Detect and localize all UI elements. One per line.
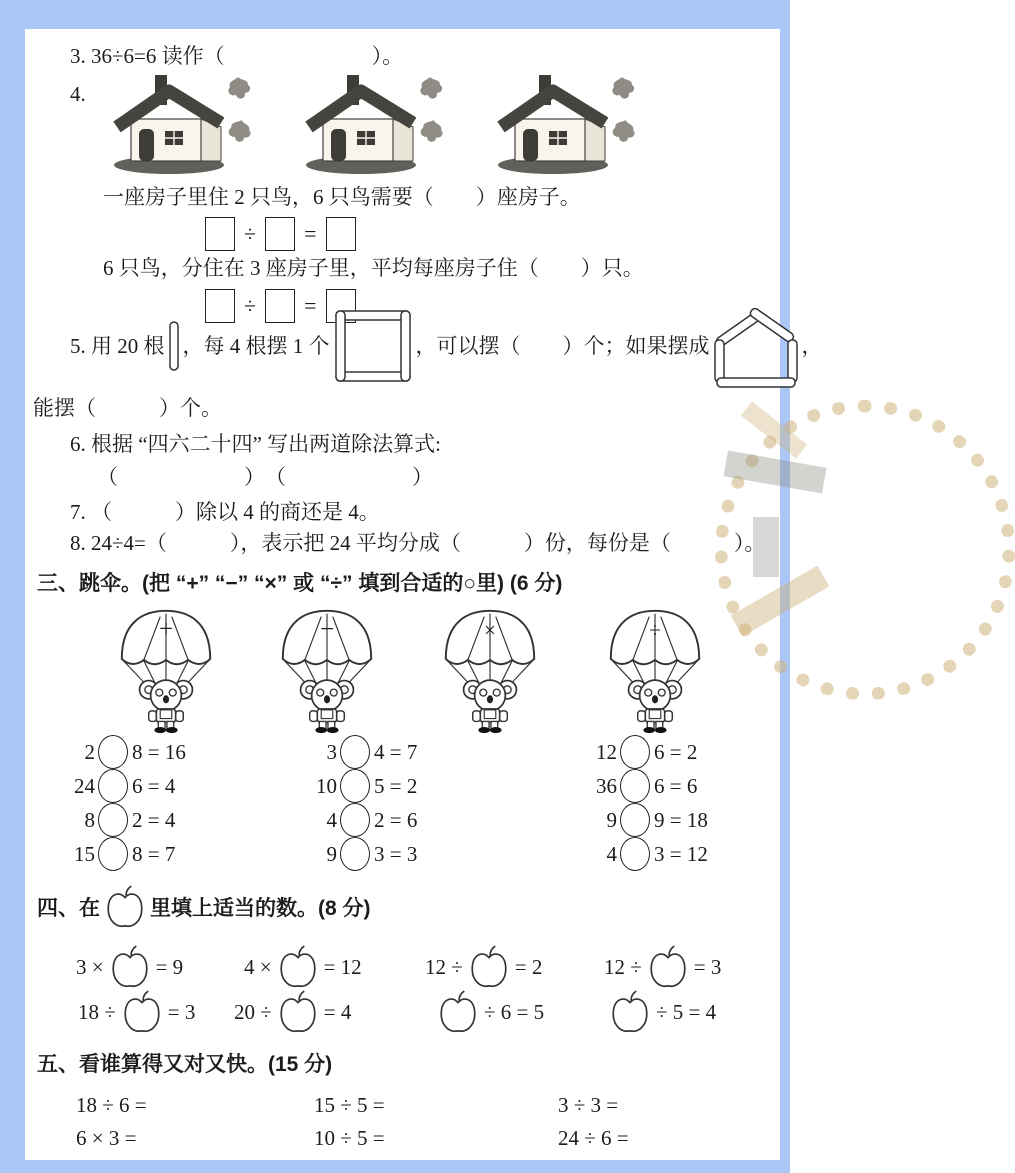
question-7: 7. （ ）除以 4 的商还是 4。 (70, 500, 380, 524)
question-6: 6. 根据 “四六二十四” 写出两道除法算式: (70, 432, 441, 456)
parachute-koala-icon (277, 605, 377, 734)
equation (293, 837, 417, 871)
answer-box[interactable] (205, 217, 235, 251)
house-illustration (487, 69, 639, 179)
answer-circle[interactable] (340, 837, 370, 871)
section-4-heading-pre: 四、在 (37, 897, 100, 920)
question-5-line2: 能摆（ ）个。 (33, 396, 222, 420)
equation (51, 735, 186, 769)
answer-box[interactable] (326, 217, 356, 251)
answer-circle[interactable] (340, 735, 370, 769)
worksheet-page (25, 29, 823, 1160)
equation-rest: 8 = 7 (132, 841, 176, 866)
house-illustration (103, 69, 255, 179)
question-8: 8. 24÷4=（ ），表示把 24 平均分成（ ）份，每份是（ ）。 (70, 531, 766, 555)
answer-circle[interactable] (620, 803, 650, 837)
calc-item: 3 ÷ 3 = (558, 1093, 619, 1117)
equation (573, 769, 708, 803)
answer-box[interactable] (265, 217, 295, 251)
operand: 4 (606, 841, 617, 866)
equation-column-3 (573, 735, 708, 871)
apple-blank[interactable] (279, 945, 317, 989)
question-5-part2: ，每 4 根摆 1 个 (182, 333, 330, 358)
equation (573, 837, 708, 871)
apple-blank[interactable] (279, 990, 317, 1034)
equation-rest: 2 = 4 (132, 807, 176, 832)
leaf-icon (611, 118, 638, 145)
house-icon (498, 75, 608, 174)
calc-item: 18 ÷ 6 = (76, 1093, 147, 1117)
apple-equation (604, 945, 721, 989)
answer-circle[interactable] (98, 803, 128, 837)
operand: 4 (326, 807, 337, 832)
equation (51, 803, 186, 837)
question-4-statement-1: 一座房子里住 2 只鸟，6 只鸟需要（ ）座房子。 (103, 185, 581, 209)
answer-circle[interactable] (620, 735, 650, 769)
calc-item: 15 ÷ 5 = (314, 1093, 385, 1117)
leaf-icon (419, 118, 446, 145)
operand: 9 (326, 841, 337, 866)
equation-rest: 3 = 3 (374, 841, 418, 866)
operand: 36 (596, 773, 617, 798)
equation-pre: 4 × (244, 954, 272, 979)
equals-sign: = (304, 293, 317, 318)
calc-item: 24 ÷ 6 = (558, 1126, 629, 1150)
apple-blank[interactable] (123, 990, 161, 1034)
equation-rest: 6 = 4 (132, 773, 176, 798)
question-5-part1: 5. 用 20 根 (70, 333, 165, 358)
equation (573, 735, 708, 769)
operand: 9 (606, 807, 617, 832)
equation-pre: 12 ÷ (604, 954, 642, 979)
parachute-symbol: × (484, 617, 496, 642)
question-5-part3: ，可以摆（ ）个；如果摆成 (415, 333, 710, 358)
question-4-statement-2: 6 只鸟，分住在 3 座房子里，平均每座房子住（ ）只。 (103, 256, 644, 280)
equation (293, 769, 417, 803)
answer-circle[interactable] (620, 837, 650, 871)
apple-equation (604, 990, 716, 1034)
parachute-symbol: + (158, 615, 174, 643)
question-4-number: 4. (70, 82, 86, 106)
operand: 12 (596, 739, 617, 764)
worksheet-content (25, 29, 823, 1160)
answer-circle[interactable] (98, 735, 128, 769)
apple-blank[interactable] (111, 945, 149, 989)
answer-circle[interactable] (98, 837, 128, 871)
house-icon (114, 75, 224, 174)
answer-circle[interactable] (340, 803, 370, 837)
equation-rest: 8 = 16 (132, 739, 186, 764)
houses-illustration (103, 69, 639, 179)
section-5-heading: 五、看谁算得又对又快。(15 分) (37, 1053, 333, 1076)
apple-equation (78, 990, 195, 1034)
equation-rest: 9 = 18 (654, 807, 708, 832)
equation-post: = 3 (693, 954, 722, 979)
house-icon (306, 75, 416, 174)
equation-post: = 4 (323, 999, 352, 1024)
operand: 2 (84, 739, 95, 764)
equation (293, 803, 417, 837)
equation-post: = 2 (514, 954, 543, 979)
answer-circle[interactable] (620, 769, 650, 803)
apple-blank[interactable] (470, 945, 508, 989)
leaf-icon (227, 118, 254, 145)
apple-equation (76, 945, 183, 989)
house-of-sticks-icon (713, 304, 799, 388)
equation-pre: 20 ÷ (234, 999, 272, 1024)
parachute-koala-icon (116, 605, 216, 734)
parachute-symbol: ÷ (649, 617, 661, 642)
operand: 3 (326, 739, 337, 764)
operand: 10 (316, 773, 337, 798)
apple-blank[interactable] (649, 945, 687, 989)
equation-rest: 3 = 12 (654, 841, 708, 866)
section-4-heading-post: 里填上适当的数。(8 分) (150, 897, 371, 920)
equation-pre: 3 × (76, 954, 104, 979)
divide-sign: ÷ (244, 293, 257, 318)
leaf-icon (420, 77, 442, 99)
equation-rest: 4 = 7 (374, 739, 418, 764)
apple-icon (106, 885, 144, 929)
parachute-koala-icon (440, 605, 540, 734)
equation-post: = 12 (323, 954, 362, 979)
stick-icon (168, 320, 180, 372)
apple-equation (234, 990, 351, 1034)
equation-post: ÷ 5 = 4 (656, 999, 717, 1024)
parachute-koala-icon (605, 605, 705, 734)
question-6-blanks: （ ） （ ） (97, 465, 433, 489)
answer-circle[interactable] (340, 769, 370, 803)
equation-column-1 (51, 735, 186, 871)
equation-post: = 9 (155, 954, 184, 979)
equation-rest: 5 = 2 (374, 773, 418, 798)
equation-rest: 2 = 6 (374, 807, 418, 832)
question-5 (70, 305, 823, 387)
operand: 8 (84, 807, 95, 832)
apple-equation (244, 945, 362, 989)
leaf-icon (228, 77, 250, 99)
parachute-symbol: − (319, 615, 335, 643)
equation-post: ÷ 6 = 5 (484, 999, 545, 1024)
apple-equation (425, 945, 542, 989)
equation (573, 803, 708, 837)
question-3: 3. 36÷6=6 读作（ ）。 (70, 44, 404, 68)
calc-item: 10 ÷ 5 = (314, 1126, 385, 1150)
square-of-sticks-icon (333, 308, 413, 384)
equation-column-2 (293, 735, 417, 871)
section-4-heading (37, 885, 371, 929)
apple-equation (432, 990, 544, 1034)
calc-item: 6 × 3 = (76, 1126, 137, 1150)
equation-post: = 3 (167, 999, 196, 1024)
equals-sign: = (304, 221, 317, 246)
equation-pre: 12 ÷ (425, 954, 463, 979)
equation (293, 735, 417, 769)
answer-equation-boxes (205, 217, 356, 251)
apple-blank[interactable] (611, 990, 649, 1034)
operand: 15 (74, 841, 95, 866)
equation-pre: 18 ÷ (78, 999, 116, 1024)
equation (51, 837, 186, 871)
section-3-heading: 三、跳伞。(把 “+” “−” “×” 或 “÷” 填到合适的○里) (6 分) (37, 572, 563, 595)
equation-rest: 6 = 2 (654, 739, 698, 764)
operand: 24 (74, 773, 95, 798)
apple-blank[interactable] (439, 990, 477, 1034)
equation-rest: 6 = 6 (654, 773, 698, 798)
leaf-icon (612, 77, 634, 99)
equation (51, 769, 186, 803)
house-illustration (295, 69, 447, 179)
question-5-part4: ， (801, 333, 823, 358)
answer-circle[interactable] (98, 769, 128, 803)
divide-sign: ÷ (244, 221, 257, 246)
